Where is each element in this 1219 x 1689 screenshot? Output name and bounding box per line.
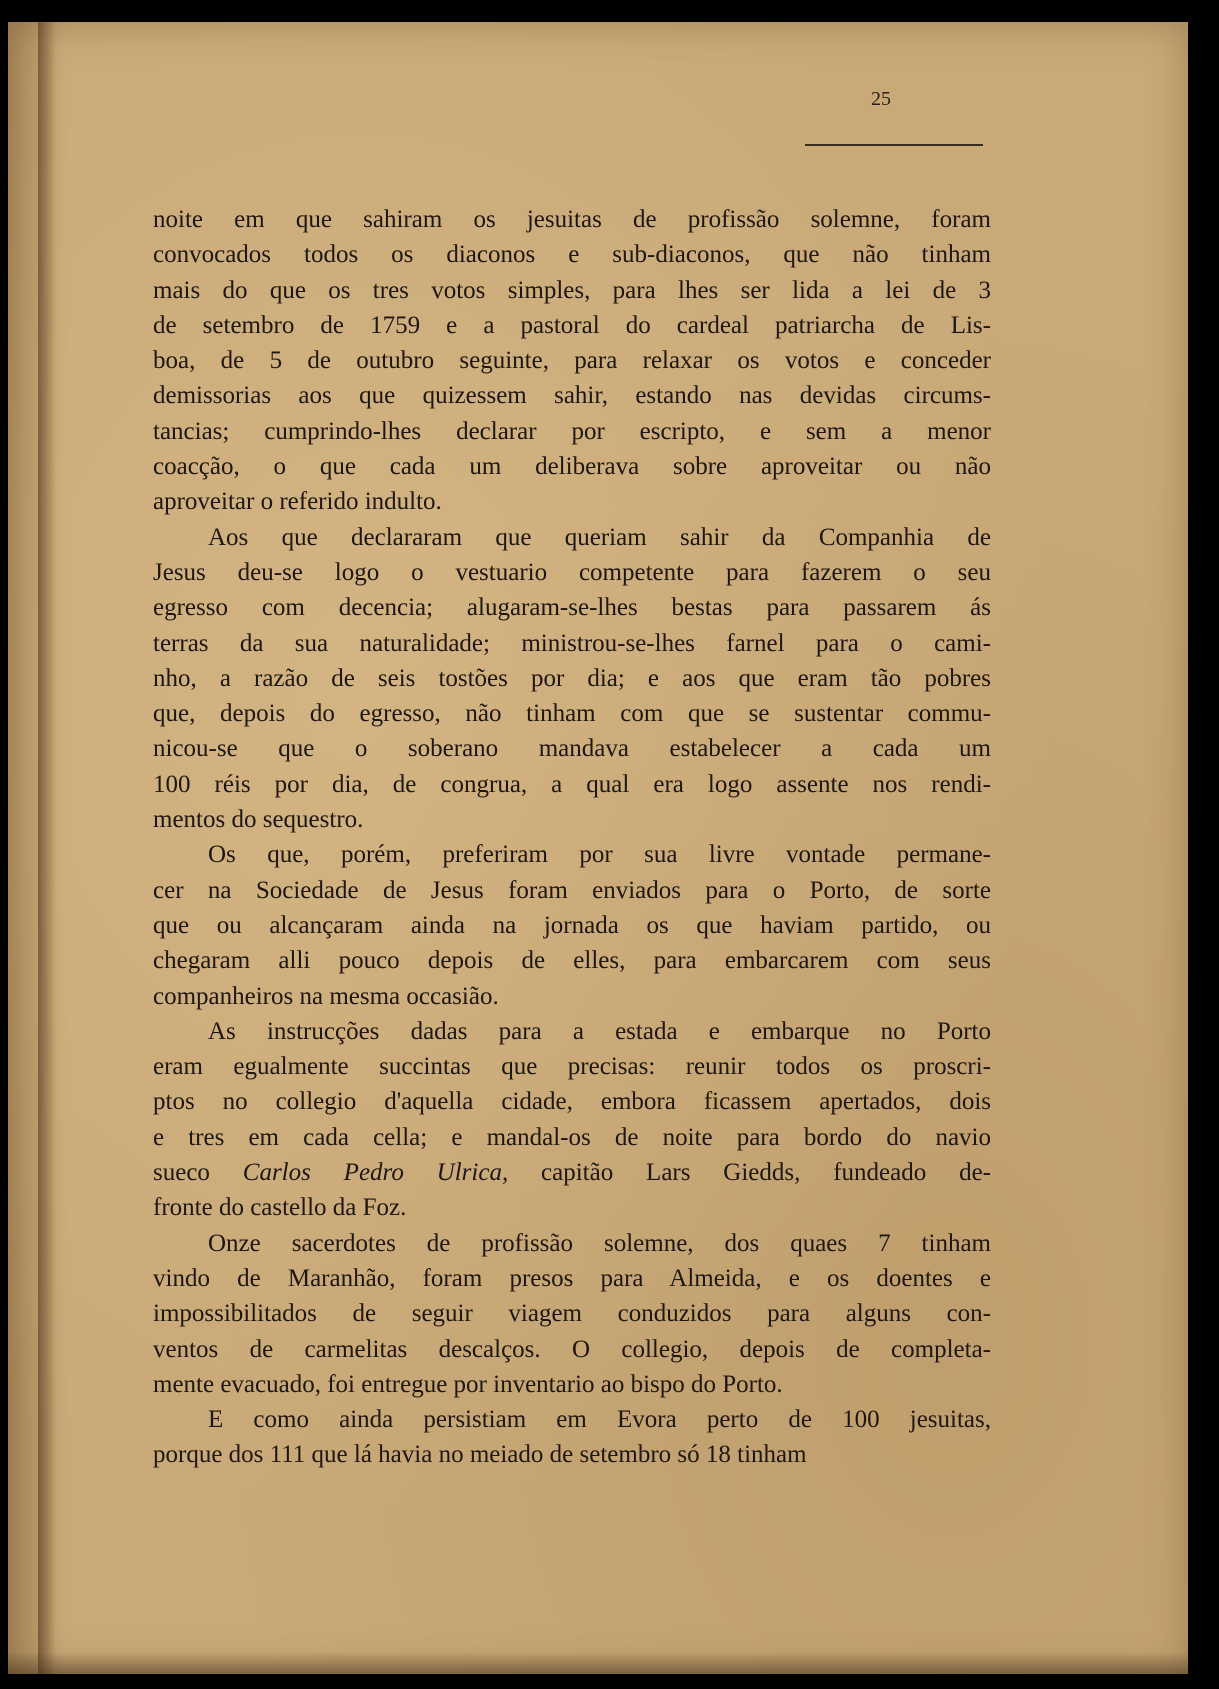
text-line: companheiros na mesma occasião.	[153, 982, 499, 1010]
text-line: que, depois do egresso, não tinham com que se sustentar commu-	[153, 700, 991, 728]
text-line: que ou alcançaram ainda na jornada os que haviam partido, ou	[153, 911, 991, 939]
text-line: 100 réis por dia, de congrua, a qual era logo assente nos rendi-	[153, 770, 991, 798]
paragraph	[153, 1226, 991, 1402]
text-line: ptos no collegio d'aquella cidade, embora ficassem apertados, dois	[153, 1088, 991, 1116]
text-line: As instrucções dadas para a estada e embarque no Porto	[208, 1017, 991, 1045]
book-page	[8, 22, 1188, 1674]
text-line: tancias; cumprindo-lhes declarar por escripto, e sem a menor	[153, 417, 991, 445]
text-line: Aos que declararam que queriam sahir da Companhia de	[208, 523, 991, 551]
text-line: egresso com decencia; alugaram-se-lhes bestas para passarem ás	[153, 594, 991, 622]
text-line: terras da sua naturalidade; ministrou-se-lhes farnel para o cami-	[153, 629, 991, 657]
text-line: convocados todos os diaconos e sub-diaconos, que não tinham	[153, 241, 991, 269]
text-line: e tres em cada cella; e mandal-os de noite para bordo do navio	[153, 1123, 991, 1151]
text-line: chegaram alli pouco depois de elles, para embarcarem com seus	[153, 947, 991, 975]
text-line: boa, de 5 de outubro seguinte, para relaxar os votos e conceder	[153, 347, 991, 375]
text-line: Onze sacerdotes de profissão solemne, dos quaes 7 tinham	[208, 1229, 991, 1257]
paragraph	[153, 1402, 991, 1473]
text-line: impossibilitados de seguir viagem conduzidos para alguns con-	[153, 1300, 991, 1328]
text-line: aproveitar o referido indulto.	[153, 488, 442, 516]
text-line: mente evacuado, foi entregue por inventario ao bispo do Porto.	[153, 1370, 783, 1398]
text-line: sueco Carlos Pedro Ulrica, capitão Lars Giedds, fundeado de-	[153, 1159, 991, 1187]
text-line: mentos do sequestro.	[153, 806, 364, 834]
page-gutter-shadow	[38, 22, 56, 1674]
text-line: nicou-se que o soberano mandava estabelecer a cada um	[153, 735, 991, 763]
text-line: vindo de Maranhão, foram presos para Almeida, e os doentes e	[153, 1264, 991, 1292]
italic-text: Carlos Pedro Ulrica,	[242, 1159, 509, 1187]
text-line: cer na Sociedade de Jesus foram enviados para o Porto, de sorte	[153, 876, 991, 904]
text-line: E como ainda persistiam em Evora perto de 100 jesuitas,	[208, 1406, 991, 1434]
text-line: Os que, porém, preferiram por sua livre vontade permane-	[208, 841, 991, 869]
header-rule	[805, 144, 983, 146]
text-line: de setembro de 1759 e a pastoral do cardeal patriarcha de Lis-	[153, 311, 991, 339]
text-line: nho, a razão de seis tostões por dia; e aos que eram tão pobres	[153, 664, 991, 692]
text-line: Jesus deu-se logo o vestuario competente para fazerem o seu	[153, 558, 991, 586]
text-line: porque dos 111 que lá havia no meiado de setembro só 18 tinham	[153, 1441, 807, 1469]
text-line: noite em que sahiram os jesuitas de profissão solemne, foram	[153, 206, 991, 233]
paragraph	[153, 1014, 991, 1226]
text-line: fronte do castello da Foz.	[153, 1194, 407, 1222]
paragraph	[153, 202, 991, 520]
text-line: demissorias aos que quizessem sahir, estando nas devidas circums-	[153, 382, 991, 410]
text-line: ventos de carmelitas descalços. O collegio, depois de completa-	[153, 1335, 991, 1363]
paragraph	[153, 520, 991, 838]
page-number: 25	[871, 88, 891, 110]
paragraph	[153, 837, 991, 1013]
text-line: mais do que os tres votos simples, para lhes ser lida a lei de 3	[153, 276, 991, 304]
page-bottom-shadow	[8, 1652, 1188, 1674]
body-text	[153, 202, 991, 1473]
text-line: coacção, o que cada um deliberava sobre aproveitar ou não	[153, 453, 991, 481]
text-line: eram egualmente succintas que precisas: reunir todos os proscri-	[153, 1053, 991, 1081]
